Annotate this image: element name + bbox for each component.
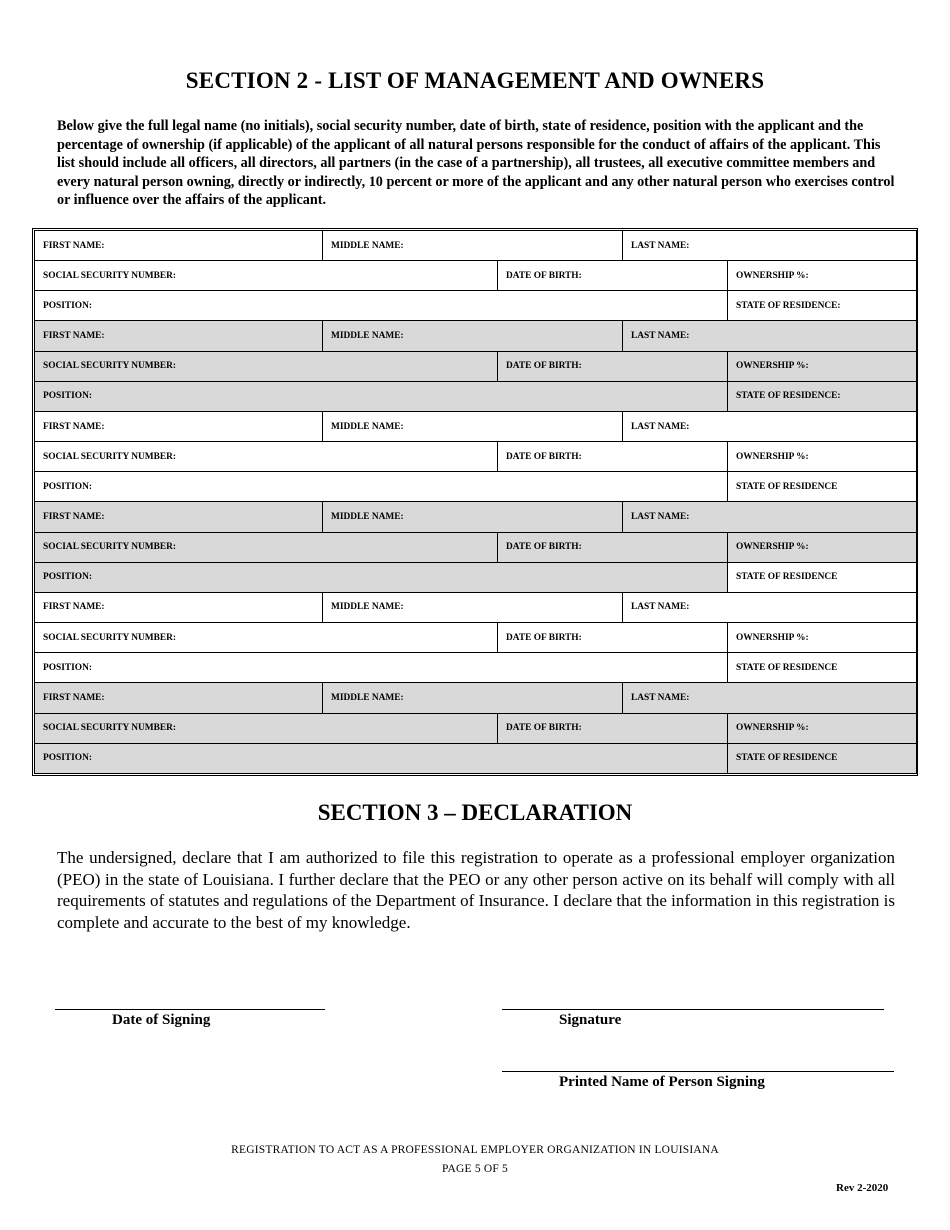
page-number: PAGE 5 OF 5 [441, 1163, 508, 1175]
last-name-field[interactable]: LAST NAME: [623, 683, 917, 713]
ownership-field[interactable]: OWNERSHIP %: [728, 351, 917, 381]
ssn-field[interactable]: SOCIAL SECURITY NUMBER: [35, 442, 498, 472]
person-4-name-row [35, 502, 917, 532]
person-6-position-row [35, 743, 917, 773]
person-3-name-row [35, 411, 917, 441]
middle-name-field[interactable]: MIDDLE NAME: [323, 411, 623, 441]
ssn-field[interactable]: SOCIAL SECURITY NUMBER: [35, 623, 498, 653]
ownership-field[interactable]: OWNERSHIP %: [728, 442, 917, 472]
first-name-field[interactable]: FIRST NAME: [35, 683, 323, 713]
date-of-signing-line[interactable] [55, 1009, 325, 1010]
last-name-field[interactable]: LAST NAME: [623, 502, 917, 532]
middle-name-field[interactable]: MIDDLE NAME: [323, 592, 623, 622]
ownership-field[interactable]: OWNERSHIP %: [728, 713, 917, 743]
person-3-id-row [35, 442, 917, 472]
first-name-field[interactable]: FIRST NAME: [35, 411, 323, 441]
person-1-id-row [35, 261, 917, 291]
middle-name-field[interactable]: MIDDLE NAME: [323, 231, 623, 261]
ownership-field[interactable]: OWNERSHIP %: [728, 261, 917, 291]
section-2-instructions: Below give the full legal name (no initials), social security number, date of birth, state of residence, position with the applicant and the percentage of ownership (if applicable) of the applicant of all natural persons responsible for the conduct of affairs of the applicant. This list should include all officers, all directors, all partners (in the case of a partnership), all trustees, all executive committee members and every natural person owning, directly or indirectly, 10 percent or more of the applicant and any other natural person who exercises control or influence over the affairs of the applicant. [57, 118, 895, 208]
date-of-birth-field[interactable]: DATE OF BIRTH: [498, 713, 728, 743]
declaration-text: The undersigned, declare that I am authorized to file this registration to operate as a professional employer organization (PEO) in the state of Louisiana. I further declare that the PEO or any other person active on its behalf will comply with all requirements of statutes and regulations of the Department of Insurance. I declare that the information in this registration is complete and accurate to the best of my knowledge. [57, 848, 895, 932]
ssn-field[interactable]: SOCIAL SECURITY NUMBER: [35, 351, 498, 381]
ssn-field[interactable]: SOCIAL SECURITY NUMBER: [35, 713, 498, 743]
person-1-name-row [35, 231, 917, 261]
position-field[interactable]: POSITION: [35, 562, 728, 592]
ssn-field[interactable]: SOCIAL SECURITY NUMBER: [35, 532, 498, 562]
person-3-position-row [35, 472, 917, 502]
position-field[interactable]: POSITION: [35, 653, 728, 683]
person-5-id-row [35, 623, 917, 653]
position-field[interactable]: POSITION: [35, 291, 728, 321]
middle-name-field[interactable]: MIDDLE NAME: [323, 683, 623, 713]
person-4-position-row [35, 562, 917, 592]
person-2-position-row [35, 381, 917, 411]
date-of-birth-field[interactable]: DATE OF BIRTH: [498, 261, 728, 291]
date-of-birth-field[interactable]: DATE OF BIRTH: [498, 532, 728, 562]
last-name-field[interactable]: LAST NAME: [623, 321, 917, 351]
date-of-signing-label: Date of Signing [112, 1012, 211, 1028]
state-of-residence-field[interactable]: STATE OF RESIDENCE [728, 743, 917, 773]
ownership-field[interactable]: OWNERSHIP %: [728, 532, 917, 562]
management-owners-table [32, 228, 918, 776]
last-name-field[interactable]: LAST NAME: [623, 231, 917, 261]
ownership-field[interactable]: OWNERSHIP %: [728, 623, 917, 653]
person-5-name-row [35, 592, 917, 622]
state-of-residence-field[interactable]: STATE OF RESIDENCE [728, 562, 917, 592]
first-name-field[interactable]: FIRST NAME: [35, 592, 323, 622]
first-name-field[interactable]: FIRST NAME: [35, 231, 323, 261]
date-of-birth-field[interactable]: DATE OF BIRTH: [498, 351, 728, 381]
date-of-birth-field[interactable]: DATE OF BIRTH: [498, 442, 728, 472]
position-field[interactable]: POSITION: [35, 472, 728, 502]
position-field[interactable]: POSITION: [35, 381, 728, 411]
state-of-residence-field[interactable]: STATE OF RESIDENCE [728, 653, 917, 683]
last-name-field[interactable]: LAST NAME: [623, 592, 917, 622]
person-6-name-row [35, 683, 917, 713]
person-4-id-row [35, 532, 917, 562]
footer-title: REGISTRATION TO ACT AS A PROFESSIONAL EMPLOYER ORGANIZATION IN LOUISIANA [231, 1144, 719, 1156]
position-field[interactable]: POSITION: [35, 743, 728, 773]
person-1-position-row [35, 291, 917, 321]
date-of-birth-field[interactable]: DATE OF BIRTH: [498, 623, 728, 653]
middle-name-field[interactable]: MIDDLE NAME: [323, 321, 623, 351]
middle-name-field[interactable]: MIDDLE NAME: [323, 502, 623, 532]
person-2-id-row [35, 351, 917, 381]
person-2-name-row [35, 321, 917, 351]
section-2-title: SECTION 2 - LIST OF MANAGEMENT AND OWNERS [185, 68, 765, 93]
last-name-field[interactable]: LAST NAME: [623, 411, 917, 441]
state-of-residence-field[interactable]: STATE OF RESIDENCE: [728, 381, 917, 411]
state-of-residence-field[interactable]: STATE OF RESIDENCE [728, 472, 917, 502]
section-3-title: SECTION 3 – DECLARATION [317, 800, 633, 825]
signature-label: Signature [559, 1012, 622, 1028]
printed-name-line[interactable] [502, 1071, 894, 1072]
signature-line[interactable] [502, 1009, 884, 1010]
person-6-id-row [35, 713, 917, 743]
ssn-field[interactable]: SOCIAL SECURITY NUMBER: [35, 261, 498, 291]
first-name-field[interactable]: FIRST NAME: [35, 321, 323, 351]
printed-name-label: Printed Name of Person Signing [559, 1074, 765, 1090]
state-of-residence-field[interactable]: STATE OF RESIDENCE: [728, 291, 917, 321]
revision-label: Rev 2-2020 [836, 1182, 889, 1194]
person-5-position-row [35, 653, 917, 683]
first-name-field[interactable]: FIRST NAME: [35, 502, 323, 532]
